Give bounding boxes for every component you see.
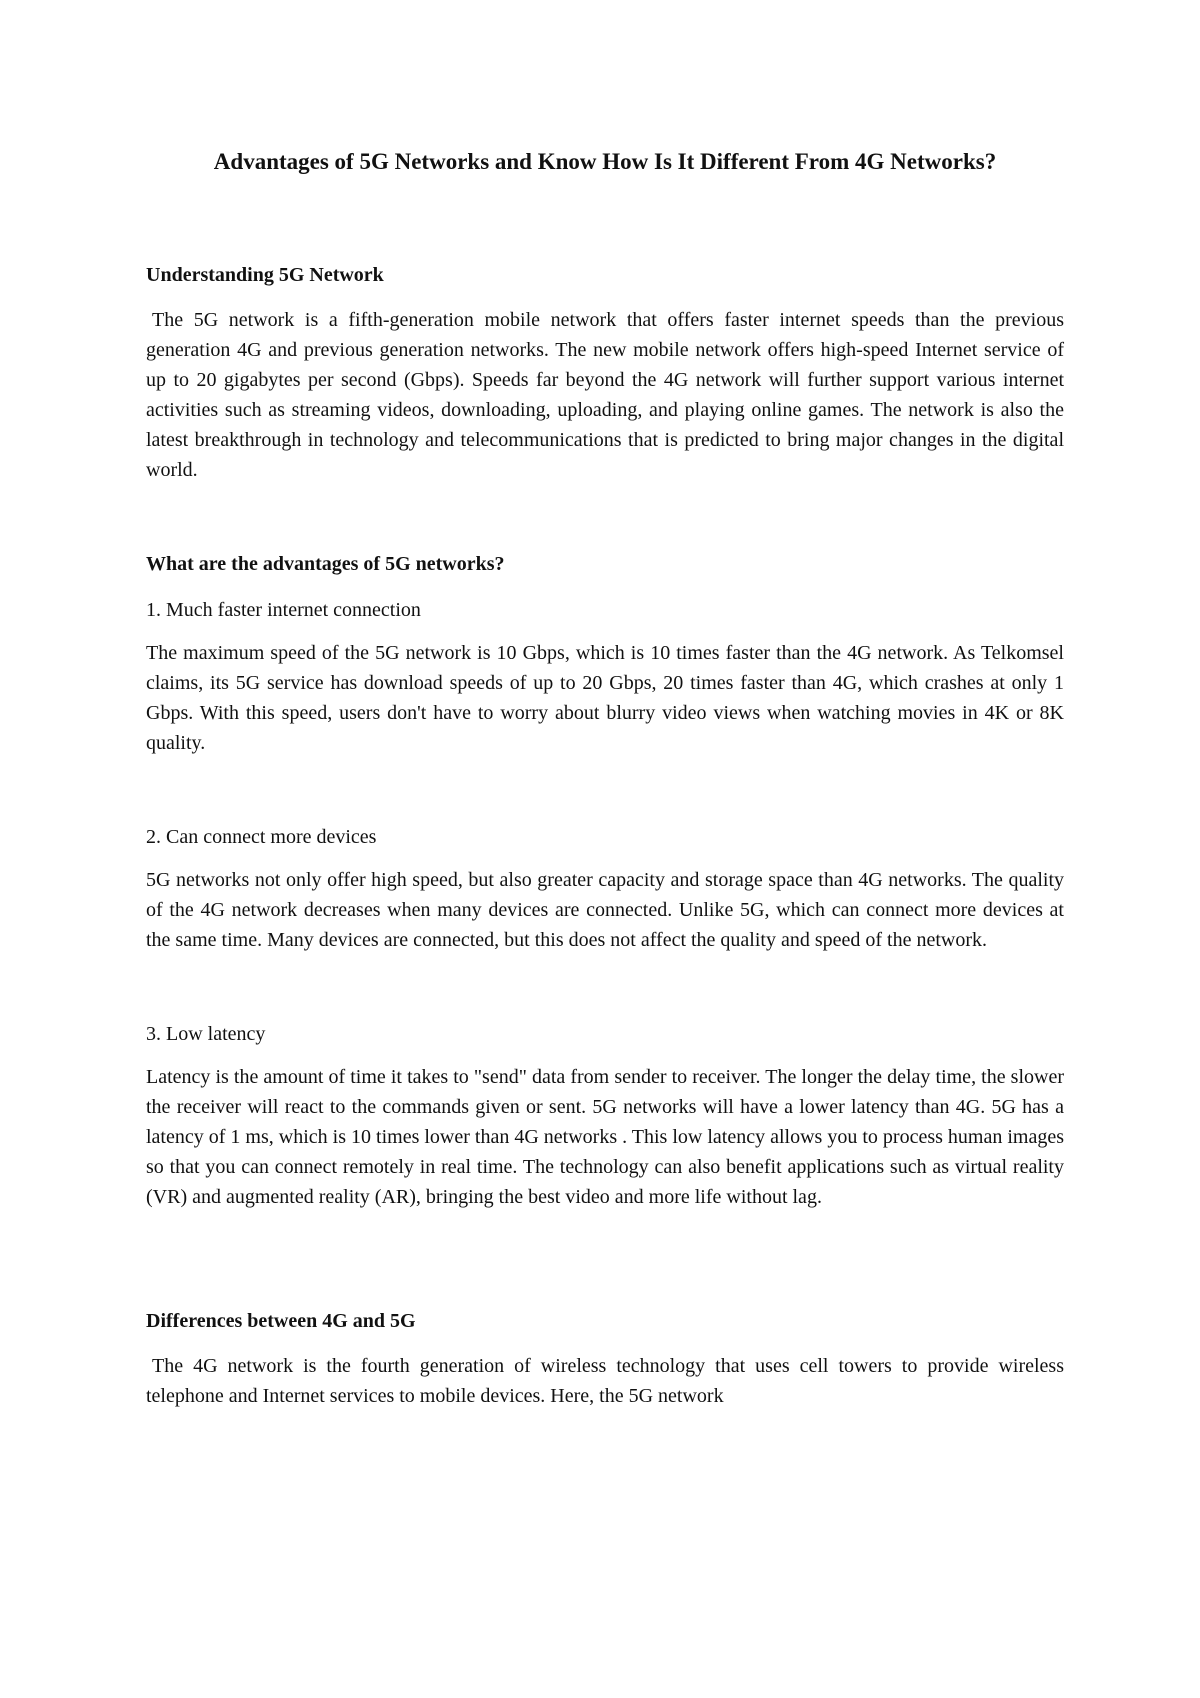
- advantage-label-latency: 3. Low latency: [146, 1023, 266, 1045]
- section-heading-advantages: What are the advantages of 5G networks?: [146, 553, 505, 575]
- document-title: Advantages of 5G Networks and Know How Is It Different From 4G Networks?: [213, 149, 997, 174]
- section-heading-understanding: Understanding 5G Network: [146, 264, 384, 286]
- paragraph-differences: The 4G network is the fourth generation of wireless technology that uses cell towers to provide wireless telephone and Internet services to mobile devices. Here, the 5G network: [146, 1355, 1064, 1407]
- section-heading-differences: Differences between 4G and 5G: [146, 1310, 416, 1332]
- advantage-text-devices: 5G networks not only offer high speed, but also greater capacity and storage space than 4G networks. The quality of the 4G network decreases when many devices are connected. Unlike 5G, which can connect more devices at the same time. Many devices are connected, but this does not affect the quality and speed of the network.: [146, 869, 1064, 951]
- document-content: [146, 146, 1064, 1411]
- advantage-label-devices: 2. Can connect more devices: [146, 826, 377, 848]
- paragraph-understanding: The 5G network is a fifth-generation mobile network that offers faster internet speeds than the previous generation 4G and previous generation networks. The new mobile network offers high-speed Internet service of up to 20 gigabytes per second (Gbps). Speeds far beyond the 4G network will further support various internet activities such as streaming videos, downloading, uploading, and playing online games. The network is also the latest breakthrough in technology and telecommunications that is predicted to bring major changes in the digital world.: [146, 309, 1064, 481]
- advantage-label-speed: 1. Much faster internet connection: [146, 599, 421, 621]
- advantage-text-speed: The maximum speed of the 5G network is 10 Gbps, which is 10 times faster than the 4G network. As Telkomsel claims, its 5G service has download speeds of up to 20 Gbps, 20 times faster than 4G, which crashes at only 1 Gbps. With this speed, users don't have to worry about blurry video views when watching movies in 4K or 8K quality.: [146, 642, 1064, 754]
- advantage-text-latency: Latency is the amount of time it takes to "send" data from sender to receiver. The longer the delay time, the slower the receiver will react to the commands given or sent. 5G networks will have a lower latency than 4G. 5G has a latency of 1 ms, which is 10 times lower than 4G networks . This low latency allows you to process human images so that you can connect remotely in real time. The technology can also benefit applications such as virtual reality (VR) and augmented reality (AR), bringing the best video and more life without lag.: [146, 1066, 1064, 1208]
